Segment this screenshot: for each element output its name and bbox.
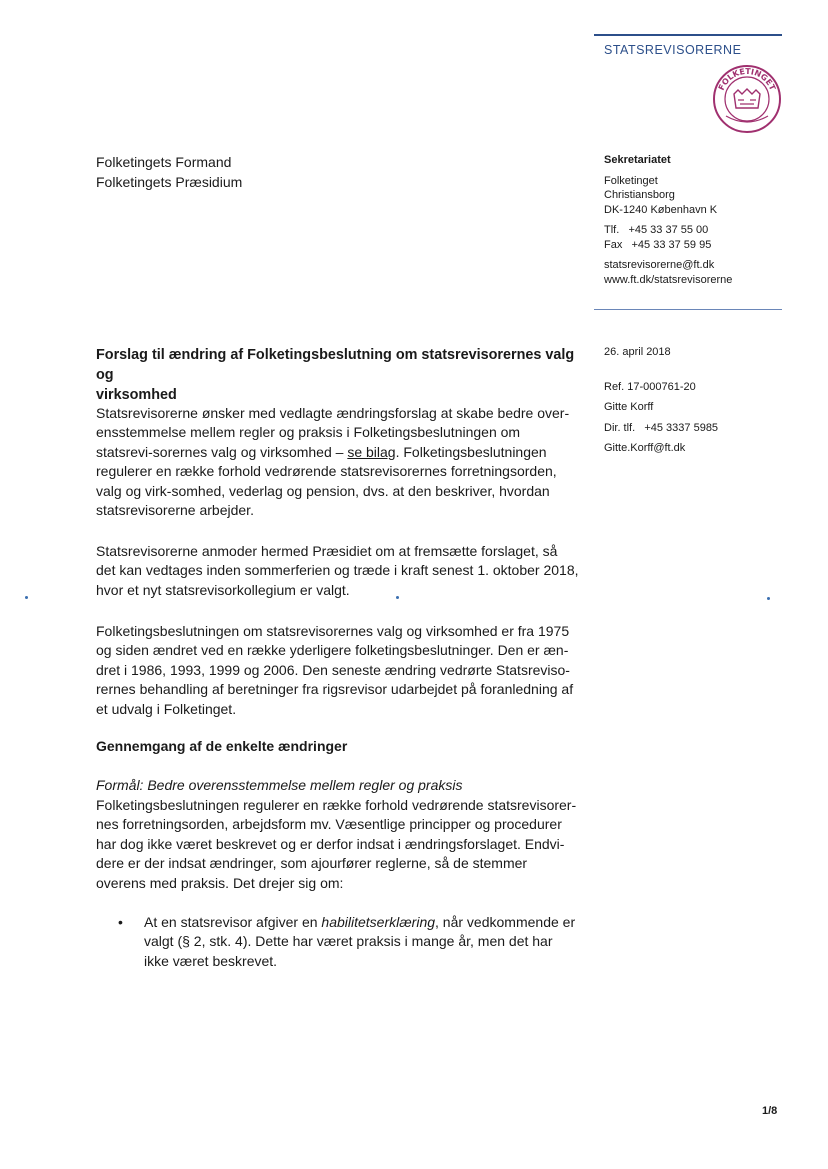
reference-number: Ref. 17-000761-20 <box>604 380 696 393</box>
sender-phone: Tlf. +45 33 37 55 00 <box>604 224 709 236</box>
header-rule-bottom <box>594 309 782 310</box>
sender-dept: Sekretariatet <box>604 154 671 166</box>
sender-email[interactable]: statsrevisorerne@ft.dk <box>604 259 715 271</box>
letter-title-line-2: virksomhed <box>96 387 177 403</box>
header-rule-top <box>594 34 782 36</box>
scan-speck <box>396 596 399 599</box>
paragraph-1 <box>96 404 580 520</box>
bullet-text <box>144 913 578 971</box>
bullet-text-b: , når vedkommende er valgt (§ 2, stk. 4). Dette har været praksis i mange år, men det har ikke været beskrevet. <box>144 914 576 969</box>
attachment-link[interactable]: se bilag <box>347 443 396 460</box>
contact-phone: Dir. tlf. +45 3337 5985 <box>604 421 719 434</box>
page-number: 1/8 <box>762 1105 778 1117</box>
recipient-line-1: Folketingets Formand <box>96 154 232 170</box>
meta-block <box>604 345 718 456</box>
sender-address-1: Folketinget <box>604 174 658 187</box>
scan-speck <box>767 597 770 600</box>
paragraph-1-text-a: Statsrevisorerne ønsker med vedlagte ændringsforslag at skabe bedre over-ensstemmelse mellem regler og praksis i Folketingsbeslutningen om statsrevi-sorernes valg og virksomhed – <box>96 405 570 460</box>
letter-date: 26. april 2018 <box>604 346 671 358</box>
paragraph-1-text-b: . Folketingsbeslutningen regulerer en række forhold vedrørende statsrevisorernes forretningsorden, valg og virk-somhed, vederlag og pension, dvs. at den beskriver, hvordan statsrevisorerne arbejder. <box>96 443 557 519</box>
section-subheading: Formål: Bedre overensstemmelse mellem regler og praksis <box>96 777 463 793</box>
paragraph-4: Folketingsbeslutningen regulerer en række forhold vedrørende statsrevisorer-nes forretningsorden, arbejdsform mv. Væsentlige principper og procedurer har dog ikke været beskrevet og er derfor indsat i ændringsforslaget. Endvi-dere er der indsat ændringer, som ajourfører reglerne, så de stemmer overens med praksis. Det drejer sig om: <box>96 797 577 891</box>
sender-block <box>604 153 732 287</box>
letter-title <box>96 345 580 405</box>
sender-address-3: DK-1240 København K <box>604 203 718 216</box>
contact-name: Gitte Korff <box>604 401 654 413</box>
bullet-text-a: At en statsrevisor afgiver en <box>144 914 322 930</box>
bullet-icon: • <box>118 914 123 930</box>
sender-fax: Fax +45 33 37 59 95 <box>604 238 712 251</box>
letter-title-line-1: Forslag til ændring af Folketingsbeslutning om statsrevisorernes valg og <box>96 347 575 383</box>
bullet-text-italic: habilitetserklæring <box>321 914 436 930</box>
paragraph-3: Folketingsbeslutningen om statsrevisorernes valg og virksomhed er fra 1975 og siden ændret ved en række yderligere folketingsbeslutninger. Den er æn-dret i 1986, 1993, 1999 og 2006. Den seneste ændring vedrørte Statsreviso-rernes behandling af beretninger fra rigsrevisor udarbejdet på foranledning af et udvalg i Folketinget. <box>96 623 574 717</box>
paragraph-2: Statsrevisorerne anmoder hermed Præsidiet om at fremsætte forslaget, så det kan vedtages inden sommerferien og træde i kraft senest 1. oktober 2018, hvor et nyt statsrevisorkollegium er valgt. <box>96 543 579 598</box>
folketinget-seal-icon <box>712 64 782 134</box>
sender-address-2: Christiansborg <box>604 189 675 201</box>
seal-text: FOLKETINGET <box>716 66 778 92</box>
contact-email[interactable]: Gitte.Korff@ft.dk <box>604 442 686 454</box>
org-name: STATSREVISORERNE <box>604 43 742 57</box>
recipient-line-2: Folketingets Præsidium <box>96 174 243 190</box>
scan-speck <box>25 596 28 599</box>
section-heading: Gennemgang af de enkelte ændringer <box>96 738 348 754</box>
bullet-item-1 <box>118 913 578 971</box>
sender-website[interactable]: www.ft.dk/statsrevisorerne <box>604 273 733 286</box>
recipient-block <box>96 152 242 192</box>
